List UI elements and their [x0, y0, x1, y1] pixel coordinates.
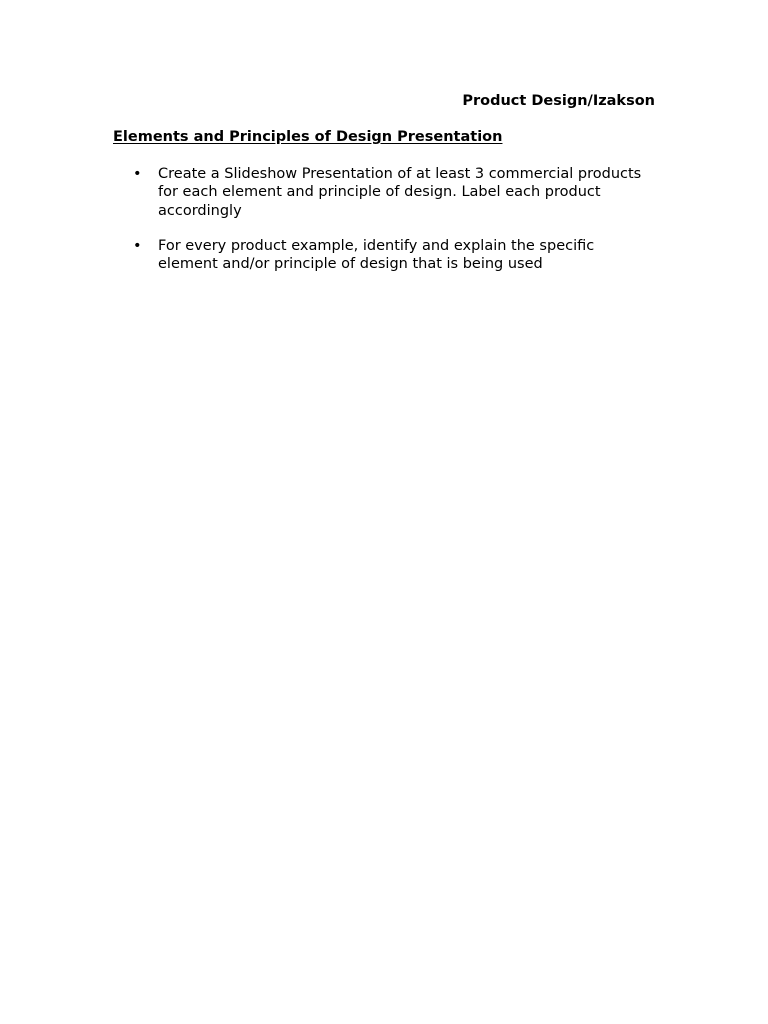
bullet-icon: •: [133, 166, 142, 182]
document-title: Elements and Principles of Design Presentation: [113, 129, 503, 145]
list-item: [113, 165, 653, 220]
list-item-text: Create a Slideshow Presentation of at least 3 commercial products for each element and principle of design. Label each product accordingly: [158, 166, 642, 219]
instruction-list: [113, 165, 653, 290]
bullet-icon: •: [133, 237, 142, 254]
list-item: [113, 237, 653, 274]
course-header: Product Design/Izakson: [462, 93, 655, 109]
list-item-text: For every product example, identify and explain the specific element and/or principle of design that is being used: [158, 237, 595, 273]
